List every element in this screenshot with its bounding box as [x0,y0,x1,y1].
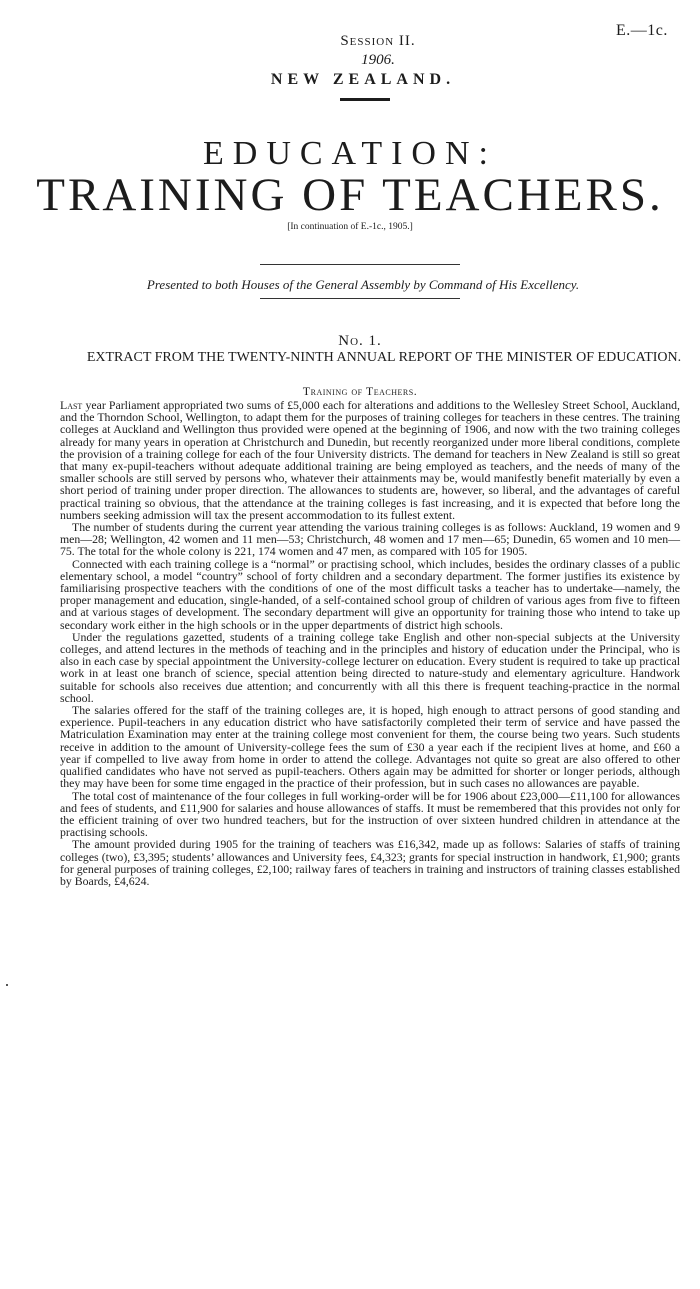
paragraph-1-lead: Last [60,398,83,412]
short-divider [340,98,390,101]
paragraph-2: The number of students during the current year attending the various training colleges is as follows: Auckland, 19 women and 9 men—28; Wellington, 42 women and 11 men—53; Christchurch, 48 women and 17 men—65; Dunedin, 65 women and 10 men—75. The total for the whole colony is 221, 174 women and 47 men, as compared with 105 for 1905. [60,520,680,559]
continuation-note: [In continuation of E.-1c., 1905.] [287,222,413,232]
divider-top [260,264,460,265]
title-training-of-teachers: TRAINING OF TEACHERS. [36,169,664,221]
paragraph-1-text: year Parliament appropriated two sums of £5,000 each for alterations and additions to the Wellesley Street School, Auckland, and the Thorndon School, Wellington, to adapt them for the purposes of training colleges for teachers in these centres. The training colleges at Auckland and Wellington thus provided were opened at the beginning of 1906, and now with the two training colleges already for many years in operation at Christchurch and Dunedin, but recently reorganized under more liberal conditions, complete the provision of a training college for each of the four University districts. The demand for teachers in New Zealand is still so great that many ex-pupil-teachers without adequate additional training are being employed as teachers, and the needs of many of the smaller schools are still served by persons who, whatever their attainments may be, would manifestly benefit materially by even a short period of training under proper direction. The allowances to students are, however, so liberal, and the advantages of careful practical training so obvious, that the attendance at the training colleges is fast increasing, and it is expected that before long the numbers seeking admission will tax the present accommodation to its fullest extent. [60,398,680,522]
paragraph-4: Under the regulations gazetted, students of a training college take English and other non-special subjects at the University colleges, and attend lectures in the methods of teaching and in the principles and history of education under the Principal, who is also in each case by special appointment the University-college lecturer on education. Every student is required to take up practical work in at least one branch of science, special attention being directed to nature-study and elementary agriculture. Handwork suitable for schools also receives due attention; and concurrently with all this there is frequent teaching-practice in the normal school. [60,629,680,705]
year-label: 1906. [361,52,395,68]
reference-mark: E.—1c. [616,22,668,39]
paragraph-6: The total cost of maintenance of the four colleges in full working-order will be for 1906 about £23,000—£11,100 for allowances and fees of students, and £11,900 for salaries and house allowances of staffs. It must be remembered that this provides not only for the efficient training of over two hundred teachers, but for the instruction of over sixteen hundred children in attendance at the practising schools. [60,788,680,840]
margin-speck [6,984,8,986]
report-body [60,399,680,887]
divider-bottom [260,298,460,299]
session-label: Session II. [340,33,416,49]
title-education: EDUCATION: [203,135,497,172]
country-heading: NEW ZEALAND. [270,71,456,88]
paragraph-3: Connected with each training college is a “normal” or practising school, which includes, besides the ordinary classes of a public elementary school, a model “country” school of forty children and a secondary department. The former justifies its existence by familiarising prospective teachers with the conditions of one of the most difficult tasks a teacher has to undertake—namely, the proper management and education, single-handed, of a self-contained school group of children of various ages from five to fifteen and at various stages of development. The secondary department will give an opportunity for training those who intend to take up secondary work either in the high schools or in the upper departments of district high schools. [60,556,680,632]
presented-line: Presented to both Houses of the General Assembly by Command of His Excellency. [146,277,580,292]
section-heading: Training of Teachers. [302,384,418,398]
paragraph-7: The amount provided during 1905 for the training of teachers was £16,342, made up as follows: Salaries of staffs of training colleges (two), £3,395; students’ allowances and University fees, £4,323; grants for special instruction in handwork, £1,900; grants for general purposes of training colleges, £2,100; railway fares of teachers in training and instructors of training classes established by Boards, £4,624. [60,837,680,888]
extract-number: No. 1. [338,333,382,349]
paragraph-5: The salaries offered for the staff of the training colleges are, it is hoped, high enough to attract persons of good standing and experience. Pupil-teachers in any education district who have satisfactorily completed their term of service and have passed the Matriculation Examination may enter at the training college most convenient for them, the course being two years. Such students receive in addition to the amount of University-college fees the sum of £30 a year each if the recipient lives at home, and £60 a year if compelled to live away from home in order to attend the college. Advantages not quite so great are also offered to other qualified candidates who have not served as pupil-teachers. Others again may be admitted for shorter or longer periods, although they may have been for some time engaged in the practice of their profession, but in such cases no allowances are payable. [60,703,680,791]
extract-title: EXTRACT FROM THE TWENTY-NINTH ANNUAL REPORT OF THE MINISTER OF EDUCATION. [86,350,682,365]
paragraph-1 [60,399,680,521]
